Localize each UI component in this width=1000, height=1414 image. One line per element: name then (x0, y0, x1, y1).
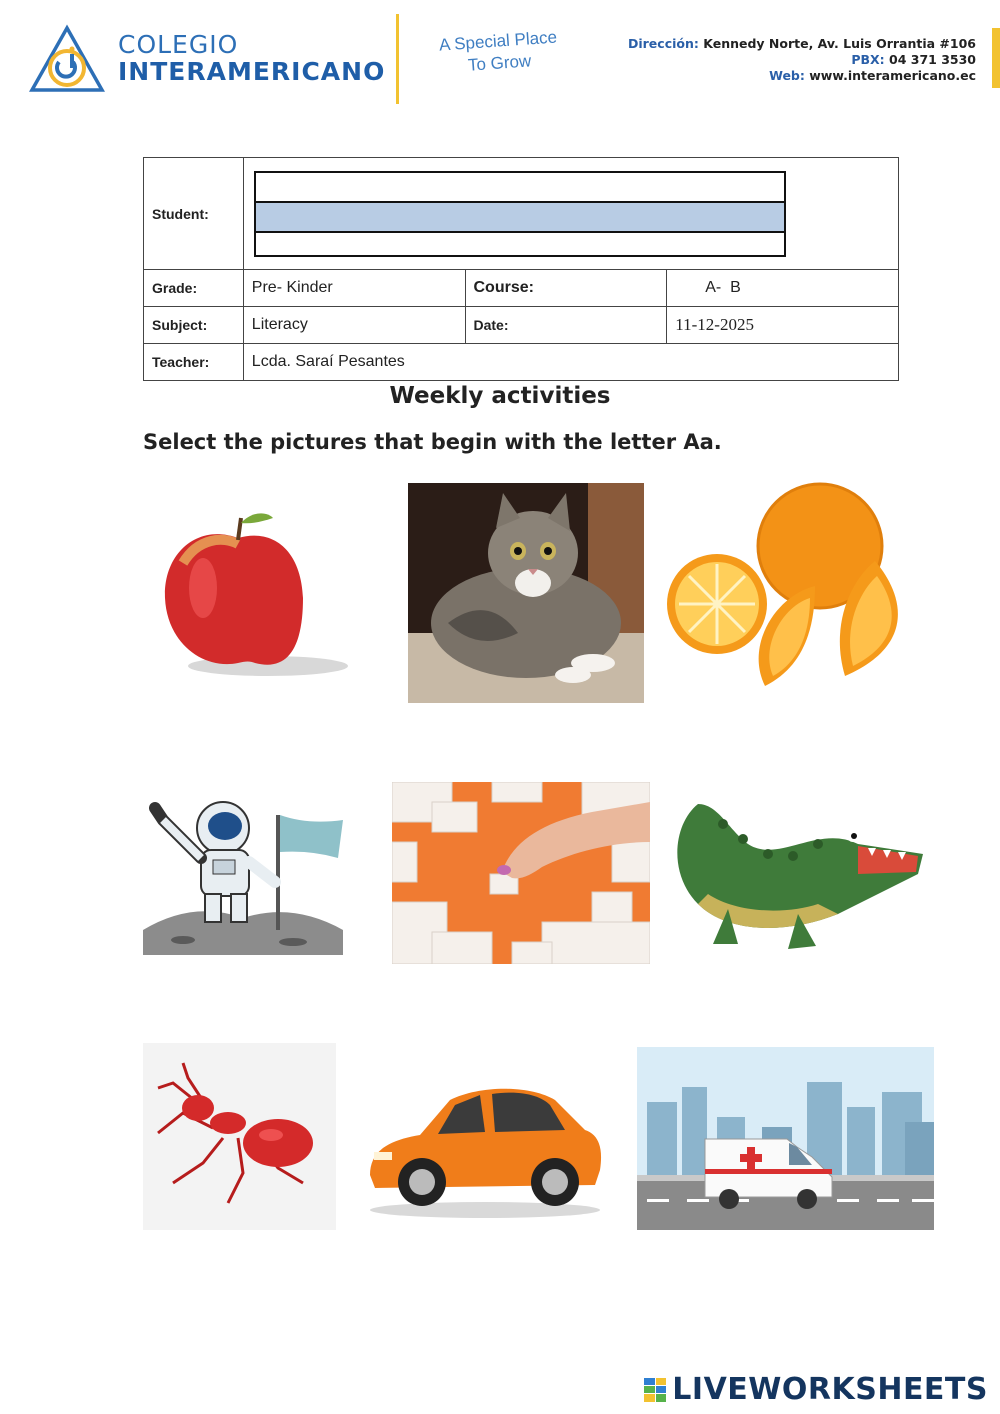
teacher-label: Teacher: (144, 344, 244, 381)
address-value: Kennedy Norte, Av. Luis Orrantia #106 (703, 36, 976, 51)
phone-value: 04 371 3530 (889, 52, 976, 67)
picture-ant[interactable] (143, 1043, 336, 1230)
date-label: Date: (465, 307, 667, 344)
picture-cat[interactable] (408, 483, 644, 703)
school-tagline (420, 25, 578, 80)
student-name-line1 (256, 173, 784, 203)
web-value: www.interamericano.ec (809, 68, 976, 83)
date-value: 11-12-2025 (667, 307, 899, 344)
header-divider (396, 14, 399, 104)
picture-alligator[interactable] (668, 784, 926, 964)
picture-apple[interactable] (143, 478, 368, 703)
teacher-value: Lcda. Saraí Pesantes (243, 344, 898, 381)
school-name-line1: COLEGIO (118, 30, 239, 59)
student-label: Student: (144, 158, 244, 270)
footer-brand (644, 1372, 988, 1407)
course-value: A- B (667, 270, 899, 307)
picture-ambulance[interactable] (637, 1047, 934, 1230)
tagline-line1: A Special Place (438, 27, 558, 55)
school-contact (628, 36, 976, 84)
address-label: Dirección: (627, 36, 699, 51)
student-cell (243, 158, 898, 270)
subject-value: Literacy (243, 307, 465, 344)
grade-label: Grade: (144, 270, 244, 307)
student-name-field[interactable] (254, 171, 786, 257)
web-label: Web: (769, 68, 805, 83)
picture-puzzle[interactable] (392, 782, 650, 964)
picture-orange[interactable] (665, 476, 915, 696)
school-logo-icon (28, 24, 106, 96)
liveworksheets-logo-icon (644, 1378, 666, 1402)
section-title: Weekly activities (389, 383, 611, 409)
footer-brand-name: LIVEWORKSHEETS (672, 1372, 988, 1407)
phone-label: PBX: (851, 52, 885, 67)
student-name-input[interactable] (256, 203, 784, 233)
picture-car[interactable] (360, 1070, 605, 1220)
student-info-table (143, 157, 899, 381)
student-name-line3 (256, 233, 784, 255)
course-label: Course: (465, 270, 667, 307)
picture-astronaut[interactable] (143, 790, 343, 955)
grade-value: Pre- Kinder (243, 270, 465, 307)
tagline-line2: To Grow (467, 51, 532, 75)
school-name-line2: INTERAMERICANO (118, 57, 386, 86)
subject-label: Subject: (144, 307, 244, 344)
header-accent-bar (992, 28, 1000, 88)
instruction-text: Select the pictures that begin with the letter Aa. (143, 430, 722, 454)
